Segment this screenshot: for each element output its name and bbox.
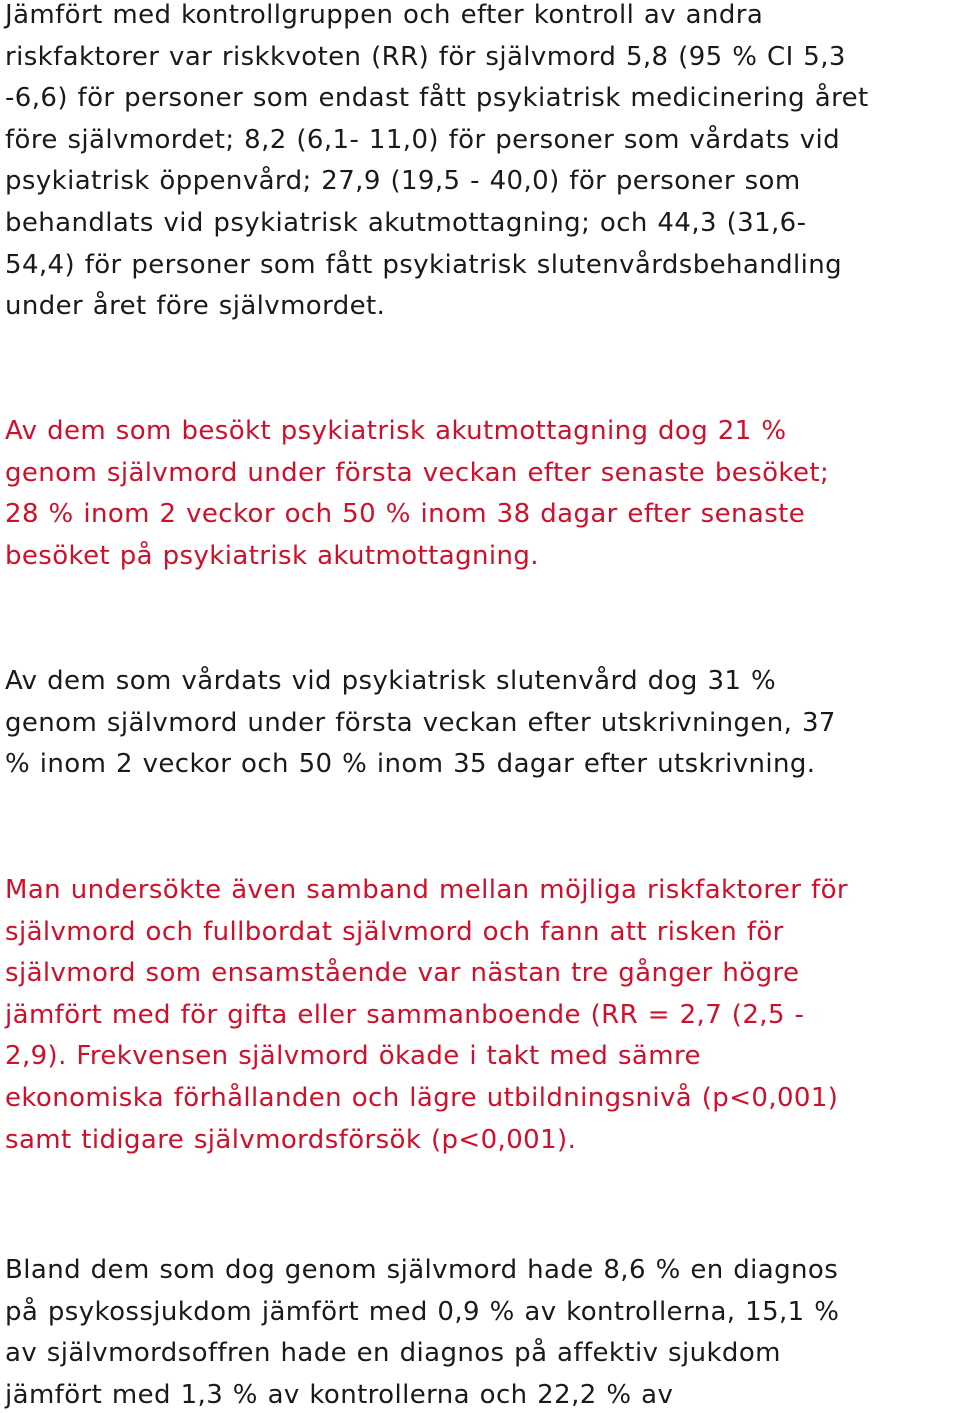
text-line: på psykossjukdom jämfört med 0,9 % av kontrollerna, 15,1 %: [5, 1296, 840, 1327]
text-line: under året före självmordet.: [5, 291, 386, 322]
paragraph-emergency-visits: [5, 411, 960, 577]
text-line: före självmordet; 8,2 (6,1- 11,0) för personer som vårdats vid: [5, 124, 841, 155]
paragraph-diagnoses: [5, 1250, 960, 1413]
text-line: genom självmord under första veckan efter senaste besöket;: [5, 457, 830, 488]
text-line: självmord som ensamstående var nästan tre gånger högre: [5, 958, 800, 989]
text-line: % inom 2 veckor och 50 % inom 35 dagar efter utskrivning.: [5, 749, 816, 780]
text-line: jämfört med 1,3 % av kontrollerna och 22,2 % av: [5, 1379, 674, 1410]
text-line: samt tidigare självmordsförsök (p<0,001).: [5, 1124, 577, 1155]
paragraph-risk-ratios: [5, 0, 960, 328]
text-line: 54,4) för personer som fått psykiatrisk slutenvårdsbehandling: [5, 249, 843, 280]
text-line: genom självmord under första veckan efter utskrivningen, 37: [5, 707, 836, 738]
text-line: av självmordsoffren hade en diagnos på affektiv sjukdom: [5, 1338, 781, 1369]
text-line: Av dem som vårdats vid psykiatrisk slutenvård dog 31 %: [5, 666, 777, 696]
text-line: -6,6) för personer som endast fått psykiatrisk medicinering året: [5, 83, 869, 114]
text-line: 2,9). Frekvensen självmord ökade i takt med sämre: [5, 1041, 701, 1072]
text-line: Bland dem som dog genom självmord hade 8,6 % en diagnos: [5, 1255, 839, 1285]
paragraph-risk-factors: [5, 870, 960, 1161]
text-line: Man undersökte även samband mellan möjliga riskfaktorer för: [5, 875, 848, 905]
text-line: självmord och fullbordat självmord och fann att risken för: [5, 916, 784, 947]
text-line: behandlats vid psykiatrisk akutmottagning; och 44,3 (31,6-: [5, 207, 807, 238]
text-line: Jämfört med kontrollgruppen och efter kontroll av andra: [5, 0, 764, 30]
text-line: riskfaktorer var riskkvoten (RR) för självmord 5,8 (95 % CI 5,3: [5, 41, 846, 72]
text-line: Av dem som besökt psykiatrisk akutmottagning dog 21 %: [5, 416, 787, 446]
text-line: 28 % inom 2 veckor och 50 % inom 38 dagar efter senaste: [5, 499, 806, 530]
text-line: jämfört med för gifta eller sammanboende (RR = 2,7 (2,5 -: [5, 999, 805, 1030]
paragraph-inpatient-care: [5, 661, 960, 786]
text-line: besöket på psykiatrisk akutmottagning.: [5, 540, 539, 571]
text-line: psykiatrisk öppenvård; 27,9 (19,5 - 40,0) för personer som: [5, 166, 801, 197]
text-line: ekonomiska förhållanden och lägre utbildningsnivå (p<0,001): [5, 1082, 839, 1113]
